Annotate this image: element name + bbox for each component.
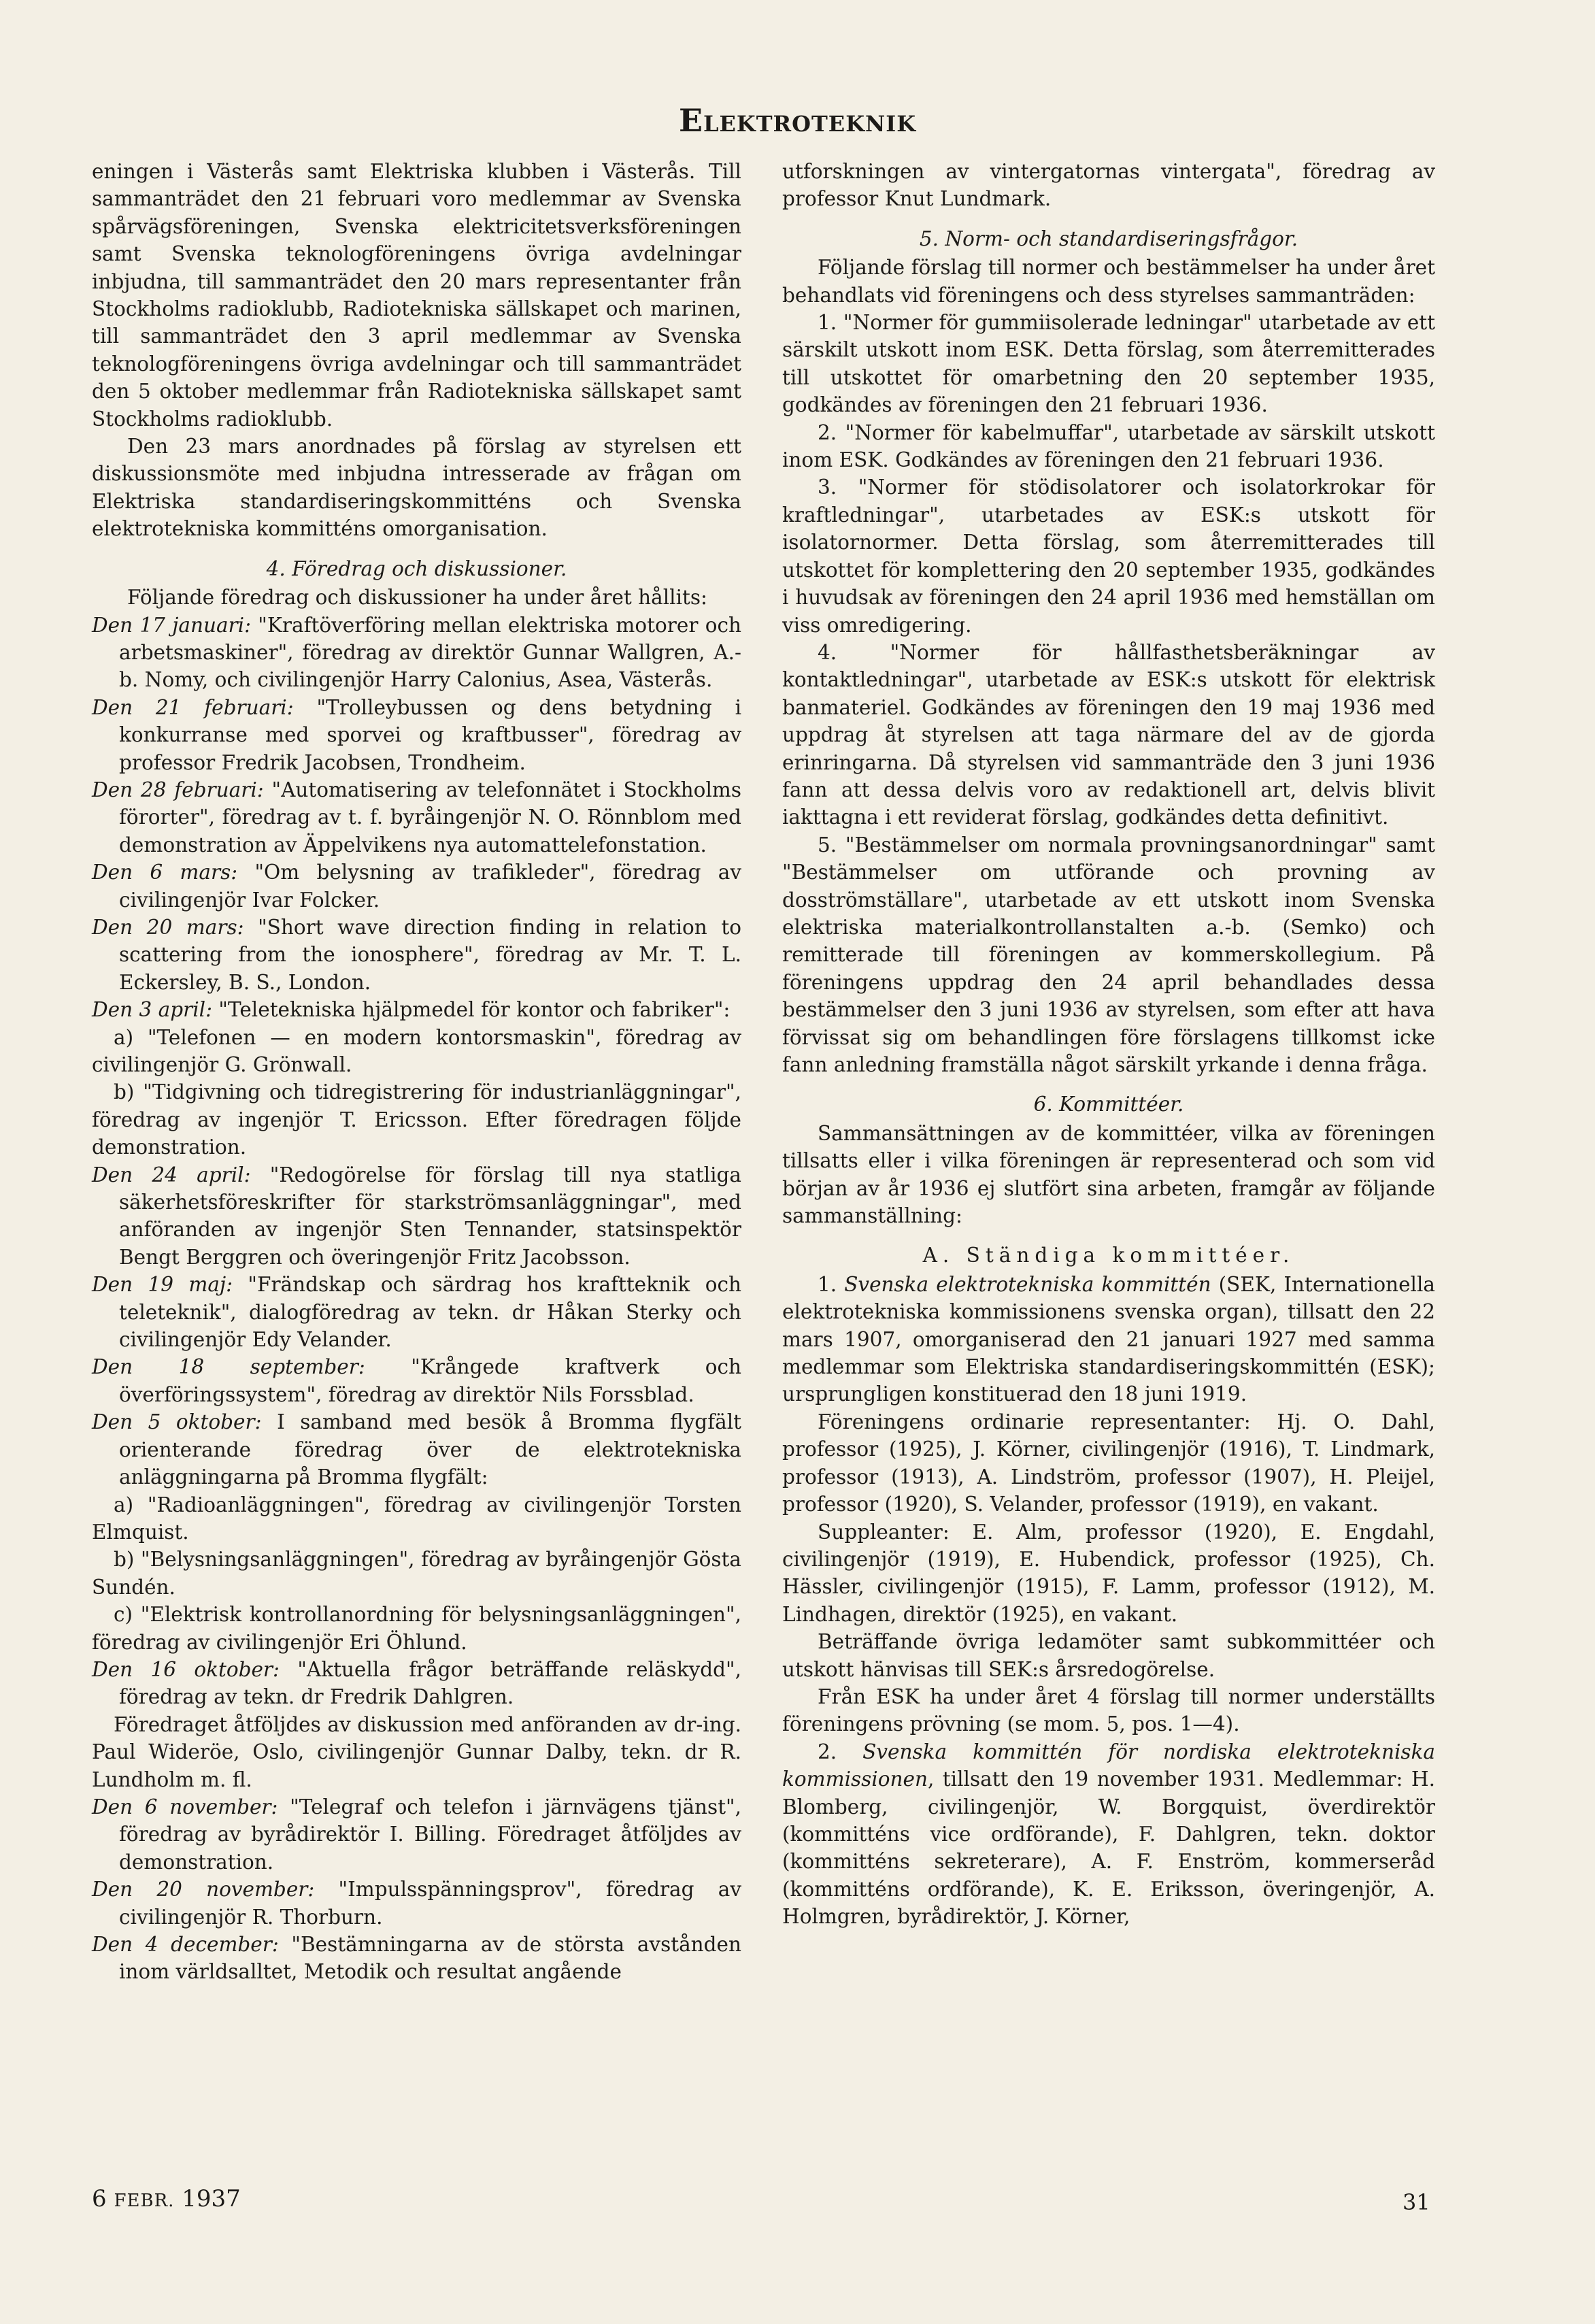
paragraph: Från ESK ha under året 4 förslag till normer underställts föreningens prövning (se mom. 5, pos. 1—4). — [782, 1684, 1435, 1736]
lecture-entry: Den 24 april: "Redogörelse för förslag till nya statliga säkerhetsföreskrifter för starkströmsanläggningar", med anföranden av ingenjör Sten Tennander, statsinspektör Bengt Berggren och överingenjör Fritz Jacobsson. — [92, 1163, 741, 1269]
paragraph: Den 23 mars anordnades på förslag av styrelsen ett diskussionsmöte med inbjudna intresserade av frågan om Elektriska standardiseringskommitténs och Svenska elektrotekniska kommitténs omorganisation. — [92, 435, 741, 541]
lecture-entry: Den 20 november: "Impulsspänningsprov", föredrag av civilingenjör R. Thorburn. — [92, 1878, 741, 1929]
committee-item: 2. Svenska kommittén för nordiska elektrotekniska kommissionen, tillsatt den 19 november 1931. Medlemmar: H. Blomberg, civilingenjör, W. Borgquist, överdirektör (kommitténs vice ordförande), F. Dahlgren, tekn. doktor (kommitténs sekreterare), A. F. Enström, kommerseråd (kommitténs ordförande), K. E. Eriksson, överingenjör, A. Holmgren, byrådirektör, J. Körner, — [782, 1740, 1436, 1929]
paragraph: Följande förslag till normer och bestämmelser ha under året behandlats vid föreningens och dess styrelses sammanträden: — [782, 256, 1435, 307]
paragraph: Föreningens ordinarie representanter: Hj. O. Dahl, professor (1925), J. Körner, civilingenjör (1916), T. Lindmark, professor (1913), A. Lindström, professor (1907), H. Pleijel, professor (1920), S. Velander, professor (1919), en vakant. — [782, 1410, 1435, 1516]
left-column — [92, 158, 741, 1986]
lecture-entry: Den 6 mars: "Om belysning av trafikleder", föredrag av civilingenjör Ivar Folcker. — [92, 861, 741, 912]
lecture-entry: Den 5 oktober: I samband med besök å Bromma flygfält orienterande föredrag över de elektrotekniska anläggningarna på Bromma flygfält: — [92, 1410, 741, 1489]
section-heading-4: 4. Föredrag och diskussioner. — [266, 557, 567, 580]
paragraph: Beträffande övriga ledamöter samt subkommittéer och utskott hänvisas till SEK:s årsredogörelse. — [782, 1630, 1435, 1681]
section-heading-6: 6. Kommittéer. — [1033, 1093, 1184, 1116]
norm-item: 5. "Bestämmelser om normala provningsanordningar" samt "Bestämmelser om utförande och provning av dosströmställare", utarbetade av ett utskott inom Svenska elektriska materialkontrollanstalten a.-b. (Semko) och remitterade till föreningen av kommerskollegium. På föreningens uppdrag den 24 april behandlades dessa bestämmelser den 3 juni 1936 av styrelsen, som efter att hava förvissat sig om behandlingen före förslagens tillkomst icke fann anledning framställa något särskilt yrkande i denna fråga. — [782, 833, 1435, 1076]
norm-item: 4. "Normer för hållfasthetsberäkningar av kontaktledningar", utarbetade av ESK:s utskott för elektrisk banmateriel. Godkändes av föreningen den 19 maj 1936 med uppdrag åt styrelsen att taga närmare del av de gjorda erinringarna. Då styrelsen vid sammanträde den 3 juni 1936 fann att dessa delvis voro av redaktionell art, delvis blivit iakttagna i ett reviderat förslag, godkändes detta definitivt. — [782, 640, 1435, 829]
lecture-entry: Den 16 oktober: "Aktuella frågor beträffande reläskydd", föredrag av tekn. dr Fredrik Dahlgren. — [92, 1657, 741, 1709]
lecture-entry: Den 19 maj: "Frändskap och särdrag hos kraftteknik och teleteknik", dialogföredrag av tekn. dr Håkan Sterky och civilingenjör Edy Velander. — [92, 1273, 741, 1352]
paragraph: eningen i Västerås samt Elektriska klubben i Västerås. Till sammanträdet den 21 februari voro medlemmar av Svenska spårvägsföreningen, Svenska elektricitetsverksföreningen samt Svenska teknologföreningens övriga avdelningar inbjudna, till sammanträdet den 20 mars representanter från Stockholms radioklubb, Radiotekniska sällskapet och marinen, till sammanträdet den 3 april medlemmar av Svenska teknologföreningens övriga avdelningar och till sammanträdet den 5 oktober medlemmar från Radiotekniska sällskapet samt Stockholms radioklubb. — [92, 160, 741, 431]
section-heading-5: 5. Norm- och standardiseringsfrågor. — [919, 227, 1298, 250]
lecture-entry: Den 28 februari: "Automatisering av telefonnätet i Stockholms förorter", föredrag av t. f. byråingenjör N. O. Rönnblom med demonstration av Äppelvikens nya automattelefonstation. — [92, 778, 741, 857]
page-number: 31 — [1403, 2189, 1430, 2215]
norm-item: 3. "Normer för stödisolatorer och isolatorkrokar för kraftledningar", utarbetades av ESK:s utskott för isolatornormer. Detta förslag, som återremitterades till utskottet för komplettering den 20 september 1935, godkändes i huvudsak av föreningen den 24 april 1936 med hemställan om viss omredigering. — [782, 476, 1435, 637]
lecture-entry: Den 6 november: "Telegraf och telefon i järnvägens tjänst", föredrag av byrådirektör I. Billing. Föredraget åtföljdes av demonstration. — [92, 1795, 741, 1874]
lecture-entry: Den 4 december: "Bestämningarna av de största avstånden inom världsalltet, Metodik och resultat angående — [92, 1933, 741, 1984]
lecture-entry: Den 18 september: "Krångede kraftverk och överföringssystem", föredrag av direktör Nils Forssblad. — [92, 1355, 741, 1406]
lecture-subentry: a) "Telefonen — en modern kontorsmaskin", föredrag av civilingenjör G. Grönwall. — [92, 1025, 741, 1076]
paragraph: utforskningen av vintergatornas vintergata", föredrag av professor Knut Lundmark. — [782, 160, 1435, 211]
subsection-heading-a: A. Ständiga kommittéer. — [922, 1244, 1295, 1267]
lecture-subentry: c) "Elektrisk kontrollanordning för belysningsanläggningen", föredrag av civilingenjör Eri Öhlund. — [92, 1603, 741, 1654]
lecture-subentry: Föredraget åtföljdes av diskussion med anföranden av dr-ing. Paul Wideröe, Oslo, civilingenjör Gunnar Dalby, tekn. dr R. Lundholm m. fl. — [92, 1712, 741, 1791]
lecture-entry: Den 21 februari: "Trolleybussen og dens betydning i konkurranse med sporvei og kraftbusser", föredrag av professor Fredrik Jacobsen, Trondheim. — [92, 695, 741, 774]
lecture-subentry: b) "Belysningsanläggningen", föredrag av byråingenjör Gösta Sundén. — [92, 1548, 741, 1599]
lecture-entry: Den 3 april: "Teletekniska hjälpmedel för kontor och fabriker": — [92, 998, 731, 1022]
right-column — [782, 158, 1435, 1931]
issue-date: 6 FEBR. 1937 — [92, 2185, 241, 2212]
norm-item: 1. "Normer för gummiisolerade ledningar" utarbetade av ett särskilt utskott inom ESK. Detta förslag, som återremitterades till utskottet för omarbetning den 20 september 1935, godkändes av föreningen den 21 februari 1936. — [782, 311, 1435, 417]
norm-item: 2. "Normer för kabelmuffar", utarbetade av särskilt utskott inom ESK. Godkändes av föreningen den 21 februari 1936. — [782, 420, 1435, 472]
paragraph: Följande föredrag och diskussioner ha under året hållits: — [127, 586, 707, 610]
lecture-subentry: a) "Radioanläggningen", föredrag av civilingenjör Torsten Elmquist. — [92, 1493, 741, 1544]
committee-item: 1. Svenska elektrotekniska kommittén (SEK, Internationella elektrotekniska kommissionens svenska organ), tillsatt den 22 mars 1907, omorganiserad den 21 januari 1927 med samma medlemmar som Elektriska standardiseringskommittén (ESK); ursprungligen konstituerad den 18 juni 1919. — [782, 1272, 1436, 1406]
paragraph: Suppleanter: E. Alm, professor (1920), E. Engdahl, civilingenjör (1919), E. Hubendick, professor (1925), Ch. Hässler, civilingenjör (1915), F. Lamm, professor (1912), M. Lindhagen, direktör (1925), en vakant. — [782, 1520, 1435, 1626]
page-title: Elektroteknik — [678, 102, 917, 139]
lecture-entry: Den 17 januari: "Kraftöverföring mellan elektriska motorer och arbetsmaskiner", föredrag av direktör Gunnar Wallgren, A.-b. Nomy, och civilingenjör Harry Calonius, Asea, Västerås. — [92, 613, 741, 692]
lecture-entry: Den 20 mars: "Short wave direction finding in relation to scattering from the ionosphere", föredrag av Mr. T. L. Eckersley, B. S., London. — [92, 915, 741, 994]
paragraph: Sammansättningen av de kommittéer, vilka av föreningen tillsatts eller i vilka föreningen är representerad och som vid början av år 1936 ej slutfört sina arbeten, framgår av följande sammanställning: — [782, 1121, 1435, 1228]
lecture-subentry: b) "Tidgivning och tidregistrering för industrianläggningar", föredrag av ingenjör T. Ericsson. Efter föredragen följde demonstration. — [92, 1080, 741, 1159]
